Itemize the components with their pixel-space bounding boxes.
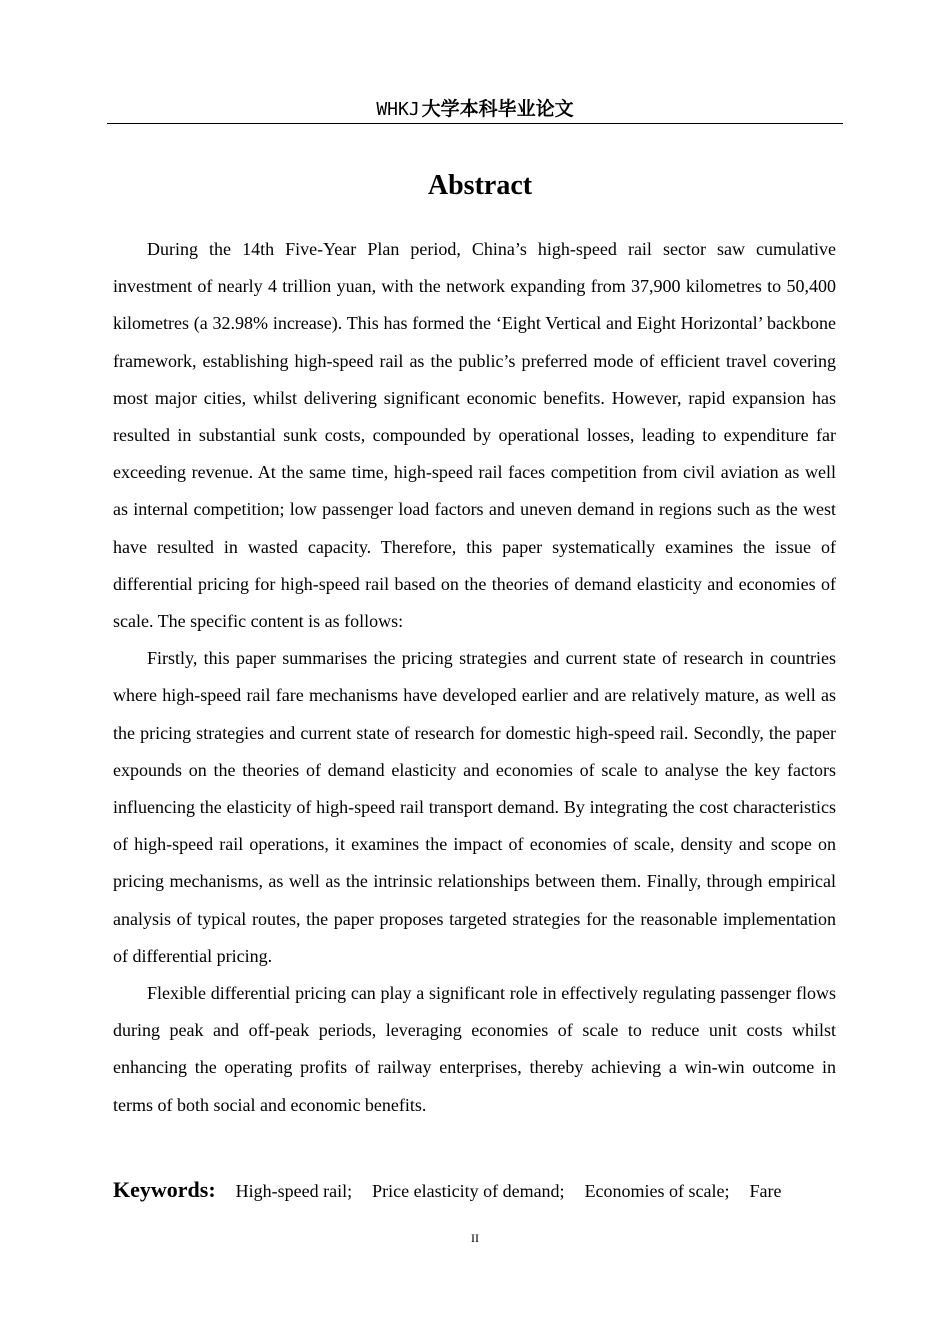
keyword-item: High-speed rail; — [235, 1181, 353, 1201]
abstract-paragraph-1: During the 14th Five-Year Plan period, China’s high-speed rail sector saw cumulative investment of nearly 4 trillion yuan, with the network expanding from 37,900 kilometres to 50,400 kilometres (a 32.98% increase). This has formed the ‘Eight Vertical and Eight Horizontal’ backbone framework, establishing high-speed rail as the public’s preferred mode of efficient travel covering most major cities, whilst delivering significant economic benefits. However, rapid expansion has resulted in substantial sunk costs, compounded by operational losses, leading to expenditure far exceeding revenue. At the same time, high-speed rail faces competition from civil aviation as well as internal competition; low passenger load factors and uneven demand in regions such as the west have resulted in wasted capacity. Therefore, this paper systematically examines the issue of differential pricing for high-speed rail based on the theories of demand elasticity and economies of scale. The specific content is as follows: — [113, 239, 836, 632]
abstract-paragraph-3: Flexible differential pricing can play a significant role in effectively regulating passenger flows during peak and off-peak periods, leveraging economies of scale to reduce unit costs whilst enhancing the operating profits of railway enterprises, thereby achieving a win-win outcome in terms of both social and economic benefits. — [113, 983, 836, 1115]
abstract-paragraph-2: Firstly, this paper summarises the pricing strategies and current state of research in countries where high-speed rail fare mechanisms have developed earlier and are relatively mature, as well as the pricing strategies and current state of research for domestic high-speed rail. Secondly, the paper expounds on the theories of demand elasticity and economies of scale to analyse the key factors influencing the elasticity of high-speed rail transport demand. By integrating the cost characteristics of high-speed rail operations, it examines the impact of economies of scale, density and scope on pricing mechanisms, as well as the intrinsic relationships between them. Finally, through empirical analysis of typical routes, the paper proposes targeted strategies for the reasonable implementation of differential pricing. — [113, 648, 836, 966]
header-university-code: WHKJ — [376, 99, 420, 120]
abstract-title: Abstract — [427, 170, 533, 201]
header-rule — [107, 123, 843, 124]
keyword-item: Economies of scale; — [584, 1181, 730, 1201]
page-number: II — [471, 1231, 479, 1245]
keywords-line — [113, 1172, 853, 1209]
keywords-label: Keywords: — [113, 1177, 216, 1202]
header-thesis-title: 大学本科毕业论文 — [421, 98, 574, 120]
running-header — [107, 96, 843, 122]
keyword-item: Price elasticity of demand; — [372, 1181, 565, 1201]
keyword-item: Fare — [749, 1181, 782, 1201]
abstract-body — [113, 231, 836, 1124]
